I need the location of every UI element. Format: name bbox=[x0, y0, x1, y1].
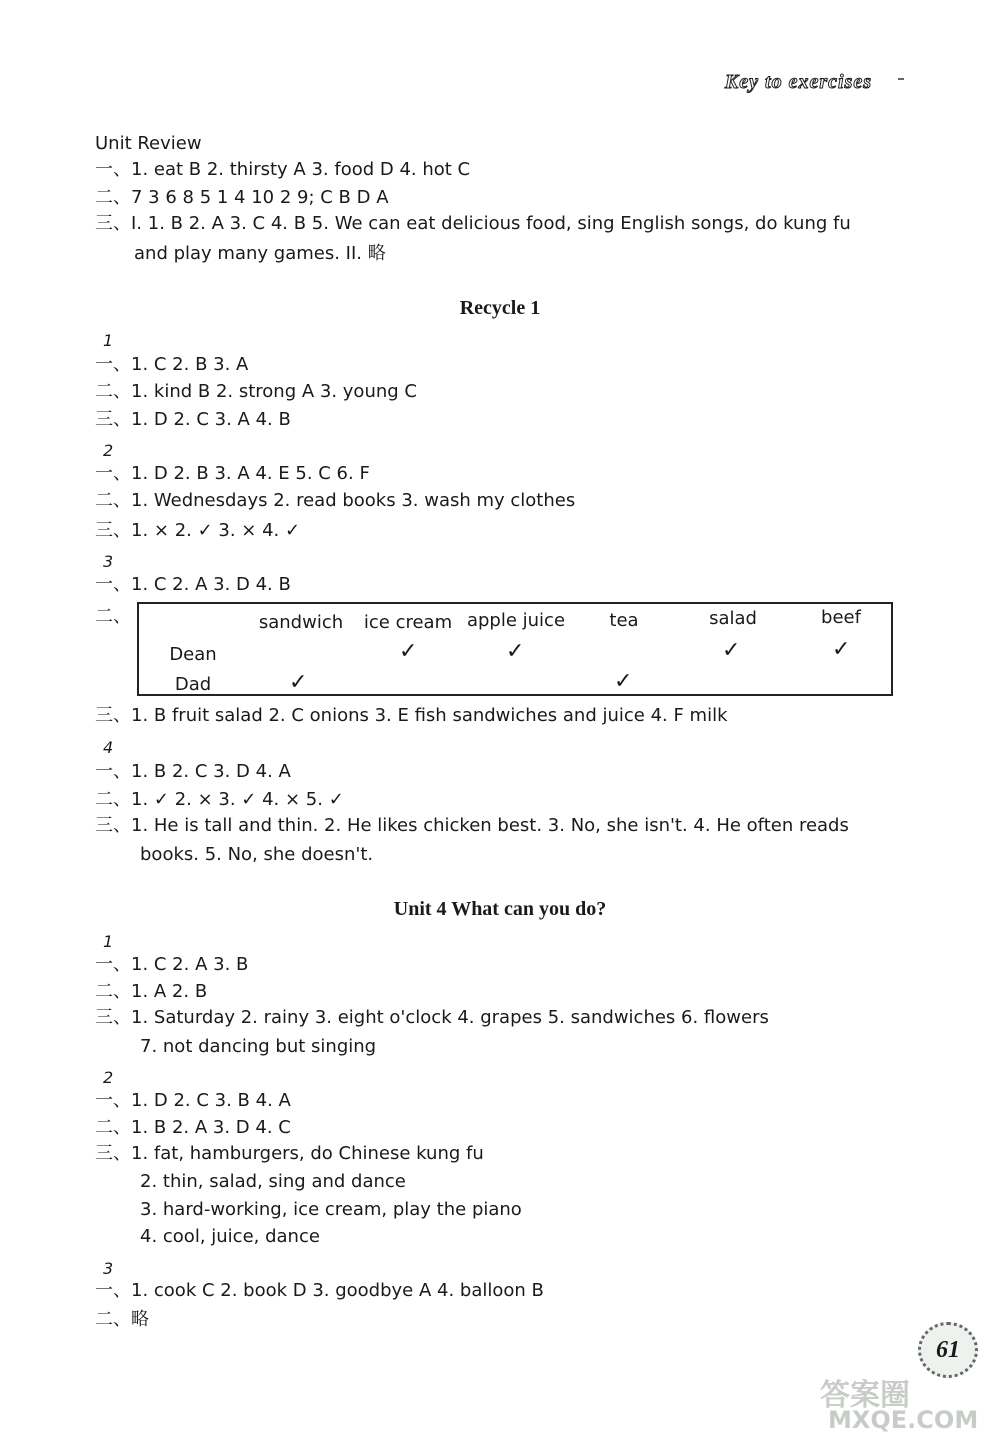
part-number: 1 bbox=[103, 331, 114, 350]
answer-line: 三、1. Saturday 2. rainy 3. eight o'clock 4. grapes 5. sandwiches 6. flowers bbox=[95, 1007, 769, 1028]
answer-line: 三、1. fat, hamburgers, do Chinese kung fu bbox=[95, 1143, 484, 1164]
answer-line: 二、1. A 2. B bbox=[95, 981, 208, 1002]
answer-line: 一、1. D 2. C 3. B 4. A bbox=[95, 1090, 291, 1111]
food-preference-table bbox=[137, 602, 893, 696]
table-header: apple juice bbox=[466, 610, 566, 631]
answer-line: 一、1. C 2. A 3. B bbox=[95, 954, 249, 975]
answer-line: and play many games. II. 略 bbox=[134, 243, 386, 264]
watermark-logo-text: 答案圈 bbox=[820, 1378, 910, 1413]
part-number: 4 bbox=[103, 738, 114, 757]
table-header: beef bbox=[821, 607, 861, 628]
header-dash bbox=[898, 78, 904, 80]
answer-line: 二、1. ✓ 2. × 3. ✓ 4. × 5. ✓ bbox=[95, 789, 344, 810]
section-title-recycle: Recycle 1 bbox=[459, 297, 541, 319]
answer-line: 一、1. eat B 2. thirsty A 3. food D 4. hot C bbox=[95, 159, 471, 180]
table-header: tea bbox=[609, 610, 639, 631]
table-row-label: Dean bbox=[169, 644, 217, 665]
answer-line: 二、7 3 6 8 5 1 4 10 2 9; C B D A bbox=[95, 187, 389, 208]
check-mark: ✓ bbox=[289, 670, 308, 695]
answer-line: 三、1. He is tall and thin. 2. He likes chicken best. 3. No, she isn't. 4. He often reads bbox=[95, 815, 849, 836]
part-number: 3 bbox=[103, 1259, 114, 1278]
check-mark: ✓ bbox=[399, 639, 418, 664]
part-number: 3 bbox=[103, 552, 114, 571]
table-header: salad bbox=[709, 608, 757, 629]
answer-line: 二、略 bbox=[95, 1309, 149, 1330]
answer-line: 二、1. B 2. A 3. D 4. C bbox=[95, 1117, 291, 1138]
answer-line: 三、I. 1. B 2. A 3. C 4. B 5. We can eat delicious food, sing English songs, do kung fu bbox=[95, 213, 851, 234]
part-number: 2 bbox=[103, 441, 114, 460]
answer-line: 二、1. Wednesdays 2. read books 3. wash my clothes bbox=[95, 490, 576, 511]
part-number: 2 bbox=[103, 1068, 114, 1087]
table-header: ice cream bbox=[363, 612, 453, 633]
answer-line: 4. cool, juice, dance bbox=[140, 1226, 320, 1247]
page-number: 61 bbox=[936, 1336, 960, 1363]
answer-line: 一、1. D 2. B 3. A 4. E 5. C 6. F bbox=[95, 463, 370, 484]
answer-line: 一、1. B 2. C 3. D 4. A bbox=[95, 761, 291, 782]
part-number: 1 bbox=[103, 932, 114, 951]
answer-line-prefix: 二、 bbox=[95, 606, 131, 627]
check-mark: ✓ bbox=[614, 669, 633, 694]
answer-line: 三、1. B fruit salad 2. C onions 3. E fish sandwiches and juice 4. F milk bbox=[95, 705, 728, 726]
check-mark: ✓ bbox=[832, 637, 851, 662]
section-title-unit4: Unit 4 What can you do? bbox=[393, 898, 607, 920]
running-header: Key to exercises bbox=[724, 71, 872, 93]
check-mark: ✓ bbox=[722, 638, 741, 663]
answer-line: 三、1. × 2. ✓ 3. × 4. ✓ bbox=[95, 520, 301, 541]
answer-line: 一、1. C 2. B 3. A bbox=[95, 354, 249, 375]
table-header: sandwich bbox=[258, 612, 344, 633]
answer-line: books. 5. No, she doesn't. bbox=[140, 844, 374, 865]
unit-review-title: Unit Review bbox=[95, 133, 202, 154]
answer-line: 三、1. D 2. C 3. A 4. B bbox=[95, 409, 291, 430]
watermark-url: MXQE.COM bbox=[828, 1406, 979, 1434]
answer-line: 二、1. kind B 2. strong A 3. young C bbox=[95, 381, 417, 402]
answer-line: 3. hard-working, ice cream, play the piano bbox=[140, 1199, 522, 1220]
page-number-badge bbox=[918, 1322, 978, 1378]
table-row-label: Dad bbox=[174, 674, 212, 695]
answer-line: 7. not dancing but singing bbox=[140, 1036, 377, 1057]
answer-line: 一、1. C 2. A 3. D 4. B bbox=[95, 574, 291, 595]
check-mark: ✓ bbox=[506, 639, 525, 664]
answer-line: 2. thin, salad, sing and dance bbox=[140, 1171, 406, 1192]
answer-line: 一、1. cook C 2. book D 3. goodbye A 4. balloon B bbox=[95, 1280, 544, 1301]
